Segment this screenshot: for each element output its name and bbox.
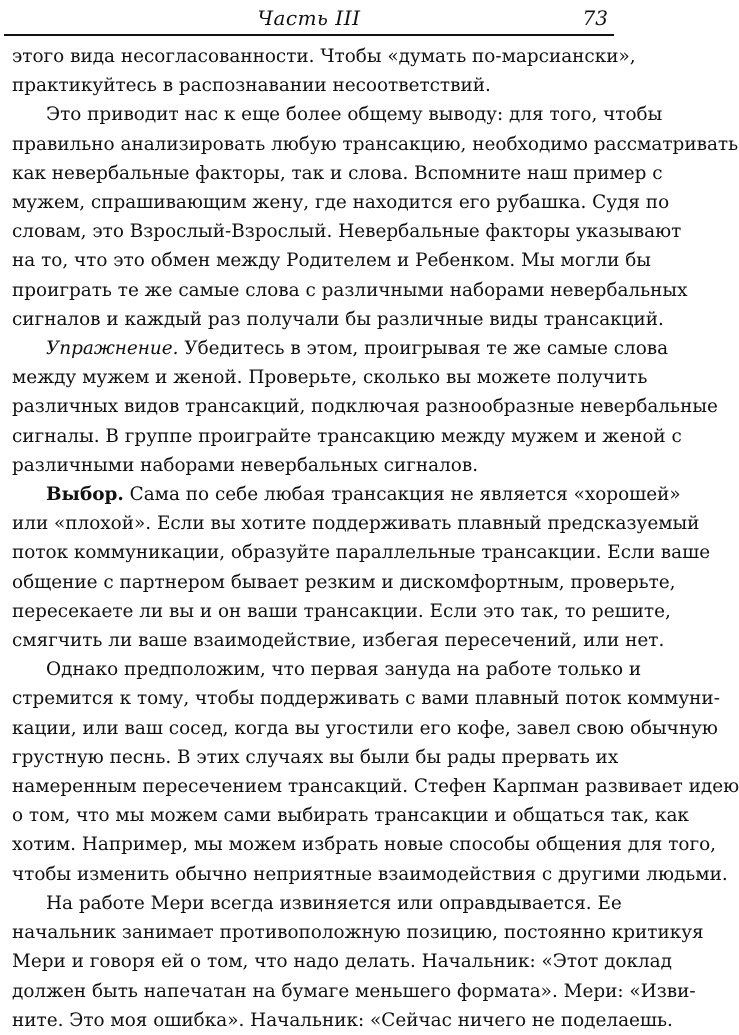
- paragraph: [12, 42, 636, 100]
- text-line: различными наборами невербальных сигналов.: [12, 454, 479, 476]
- paragraph: [12, 889, 704, 1035]
- text-line: смягчить ли ваше взаимодействие, избегая пересечений, или нет.: [12, 630, 665, 652]
- text-line: этого вида несогласованности. Чтобы «думать по-марсиански»,: [12, 46, 636, 67]
- text-line: стремится к тому, чтобы поддерживать с вами плавный поток коммуни-: [12, 688, 720, 710]
- text-line: [12, 480, 681, 509]
- text-line: Это приводит нас к еще более общему выводу: для того, чтобы: [46, 104, 663, 126]
- text-line: различных видов трансакций, подключая разнообразные невербальные: [12, 396, 718, 418]
- text-line: о том, что мы можем сами выбирать трансакции и общаться так, как: [12, 805, 689, 827]
- text-line: Однако предположим, что первая зануда на работе только и: [46, 659, 642, 681]
- text-run: Убедитесь в этом, проигрывая те же самые слова: [178, 338, 669, 360]
- text-line: начальник занимает противоположную позицию, постоянно критикуя: [12, 922, 704, 944]
- page-number: 73: [582, 6, 608, 30]
- text-line: сигналов и каждый раз получали бы различные виды трансакций.: [12, 308, 664, 330]
- paragraph: [12, 655, 739, 889]
- text-line: или «плохой». Если вы хотите поддерживать плавный предсказуемый: [12, 513, 700, 535]
- text-line: общение с партнером бывает резким и дискомфортным, проверьте,: [12, 571, 676, 593]
- text-line: практикуйтесь в распознавании несоответствий.: [12, 75, 491, 97]
- section-lead: Выбор.: [46, 484, 124, 506]
- text-line: пересекаете ли вы и он ваши трансакции. Если это так, то решите,: [12, 600, 671, 622]
- paragraph: [12, 334, 718, 480]
- text-line: [12, 334, 669, 363]
- text-line: грустную песнь. В этих случаях вы были бы рады прервать их: [12, 746, 619, 768]
- text-line: поток коммуникации, образуйте параллельные трансакции. Если ваше: [12, 542, 711, 564]
- text-line: чтобы изменить обычно неприятные взаимодействия с другими людьми.: [12, 863, 728, 885]
- page-body: [12, 42, 739, 1035]
- text-line: словам, это Взрослый-Взрослый. Невербальные факторы указывают: [12, 221, 682, 243]
- paragraph: [12, 100, 739, 334]
- text-line: намеренным пересечением трансакций. Стефен Карпман развивает идею: [12, 776, 739, 798]
- text-line: На работе Мери всегда извиняется или оправдывается. Ее: [46, 892, 622, 914]
- text-line: хотим. Например, мы можем избрать новые способы общения для того,: [12, 834, 717, 856]
- text-line: как невербальные факторы, так и слова. Вспомните наш пример с: [12, 162, 663, 184]
- text-line: на то, что это обмен между Родителем и Ребенком. Мы могли бы: [12, 250, 651, 272]
- text-line: правильно анализировать любую трансакцию, необходимо рассматривать: [12, 133, 739, 155]
- running-head: Часть III: [257, 6, 361, 30]
- text-line: проиграть те же самые слова с различными наборами невербальных: [12, 279, 688, 301]
- paragraph: [12, 480, 711, 655]
- text-run: Сама по себе любая трансакция не является «хорошей»: [123, 484, 681, 506]
- exercise-lead: Упражнение.: [46, 338, 179, 360]
- text-line: кации, или ваш сосед, когда вы угостили его кофе, завел свою обычную: [12, 717, 718, 739]
- text-line: Мери и говоря ей о том, что надо делать. Начальник: «Этот доклад: [12, 951, 672, 973]
- text-line: мужем, спрашивающим жену, где находится его рубашка. Судя по: [12, 192, 670, 214]
- text-line: между мужем и женой. Проверьте, сколько вы можете получить: [12, 367, 648, 389]
- text-line: ните. Это моя ошибка». Начальник: «Сейчас ничего не поделаешь.: [12, 1009, 673, 1031]
- text-line: должен быть напечатан на бумаге меньшего формата». Мери: «Изви-: [12, 980, 696, 1002]
- text-line: сигналы. В группе проиграйте трансакцию между мужем и женой с: [12, 425, 682, 447]
- page-header: [4, 0, 614, 36]
